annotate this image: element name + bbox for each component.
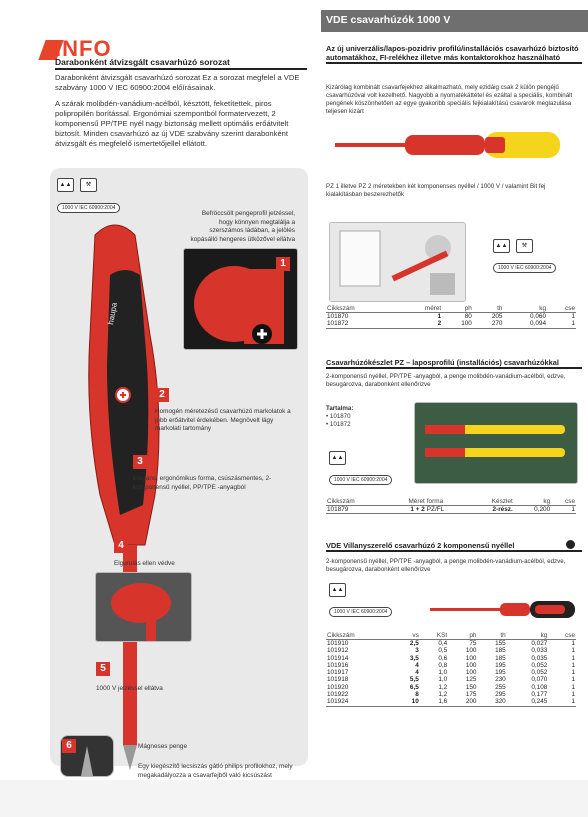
contents-item: • 101870 bbox=[326, 413, 351, 420]
section-2-product-photo bbox=[414, 402, 578, 484]
footer-bar bbox=[0, 780, 588, 817]
column-header: ph bbox=[442, 304, 473, 313]
table-cell: 10 bbox=[395, 698, 420, 706]
callout-6-text2: Egy kiegészítő lecsiszás gátló philips profilokhoz, mely megakadályozza a csavarfejből való kicsúszást bbox=[138, 763, 293, 779]
table-cell: 4 bbox=[415, 669, 419, 677]
table-cell: 75 bbox=[469, 640, 477, 647]
table-cell: 1,0 bbox=[438, 676, 448, 684]
vde-badge: 1000 V IEC 60900:2004 bbox=[329, 475, 392, 485]
column-header: Méret bbox=[388, 497, 426, 506]
vde-badge: 1000 V IEC 60900:2004 bbox=[493, 263, 556, 273]
column-header: KSt bbox=[420, 631, 448, 640]
column-header: cse bbox=[551, 497, 576, 506]
column-header: Cikkszám bbox=[326, 631, 395, 640]
table-cell: 101924 bbox=[326, 698, 395, 706]
table-cell: 101918 bbox=[327, 676, 349, 684]
table-cell: 175 bbox=[465, 691, 477, 699]
column-header: kg bbox=[507, 631, 549, 640]
table-cell: 0,108 bbox=[531, 683, 548, 691]
table-cell: 1 bbox=[571, 691, 575, 699]
double-triangle-icon: ▲▲ bbox=[329, 451, 346, 465]
table-cell: 101922 bbox=[327, 691, 349, 699]
table-cell: 1 bbox=[571, 669, 575, 677]
contents-label: Tartalma: bbox=[326, 405, 354, 412]
column-header: forma bbox=[426, 497, 466, 506]
table-cell: 101920 bbox=[327, 683, 349, 691]
table-cell: 0,094 bbox=[504, 320, 548, 328]
table-row bbox=[326, 655, 576, 662]
callout-6-badge: 6 bbox=[62, 739, 76, 753]
column-header: th bbox=[473, 304, 504, 313]
table-cell: 1,2 bbox=[438, 691, 448, 699]
table-cell: 1 bbox=[571, 654, 575, 662]
table-cell: 1 bbox=[571, 683, 575, 691]
double-triangle-icon: ▲▲ bbox=[329, 583, 346, 597]
table-cell: 0,033 bbox=[531, 647, 548, 655]
table-cell: 100 bbox=[465, 647, 477, 655]
handle-icon: ⚒ bbox=[516, 239, 533, 253]
table-cell: PZ/FL bbox=[426, 506, 466, 514]
table-cell: 101912 bbox=[327, 647, 349, 655]
table-cell: 0,070 bbox=[531, 676, 548, 684]
column-header: méret bbox=[398, 304, 442, 313]
callout-1-text: Befröccsölt pengeprofil jelzéssel, hogy könnyen megtalálja a szerszámos ládában, a jelölés kopásálló hengeres ütközővel ellátva bbox=[190, 210, 295, 243]
section-2-title: Csavarhúzókészlet PZ – laposprofilú (installációs) csavarhúzókkal bbox=[326, 358, 582, 369]
table-cell: 2 bbox=[398, 320, 442, 328]
table-cell: 101910 bbox=[327, 640, 349, 647]
section-2-contents bbox=[326, 405, 396, 429]
table-row bbox=[326, 640, 576, 648]
section-3-cert-icons bbox=[329, 583, 392, 618]
table-cell: 205 bbox=[491, 313, 503, 320]
section-1-screwdriver-image bbox=[330, 115, 575, 175]
table-cell: 1 bbox=[571, 661, 575, 669]
table-cell: 1,2 bbox=[438, 683, 448, 691]
table-row bbox=[326, 669, 576, 676]
column-header: Cikkszám bbox=[326, 497, 388, 506]
section-1-body: Kizárólag kombinált csavarfejekhez alkalmazható, mely ezidáig csak 2 külön pengéjű csavarhúzóval volt kezelhető. Nagyobb a nyomatékáttétel és ezáltal a speciális, kombinált pengének köszönhetően az egye gyakoribb speciális fejkialakítású csavarok meglazulása teljesen kizárt bbox=[326, 84, 573, 115]
info-logo: INFO bbox=[55, 36, 112, 61]
callout-2-text: Homogén méretezésű csavarhúzó markolatok a jobb erőátvitel érdekében. Megnövelt lágy markolati tartomány bbox=[155, 408, 291, 432]
table-cell: 1 bbox=[548, 698, 576, 706]
section-1-table bbox=[326, 304, 576, 329]
table-cell: 5,5 bbox=[409, 676, 419, 684]
page-title: VDE csavarhúzók 1000 V bbox=[326, 14, 451, 26]
table-cell: 0,8 bbox=[438, 661, 448, 669]
table-cell: 0,052 bbox=[531, 669, 548, 677]
callout-4-photo bbox=[95, 572, 192, 642]
table-cell: 195 bbox=[495, 661, 506, 669]
callout-1-badge: 1 bbox=[276, 257, 290, 271]
table-cell: 100 bbox=[465, 661, 477, 669]
handle-brand: haupa bbox=[106, 301, 119, 326]
table-cell: 0,052 bbox=[531, 661, 548, 669]
handle-icon: ⚒ bbox=[80, 178, 97, 192]
table-row bbox=[326, 662, 576, 669]
table-cell: 101879 bbox=[326, 506, 388, 514]
column-header: th bbox=[477, 631, 506, 640]
column-header: cse bbox=[547, 304, 576, 313]
table-cell: 0,060 bbox=[530, 313, 547, 320]
contents-item: • 101872 bbox=[326, 421, 351, 428]
column-header: ph bbox=[448, 631, 477, 640]
table-row bbox=[326, 676, 576, 683]
table-cell: 101872 bbox=[326, 320, 398, 328]
info-body bbox=[55, 73, 305, 155]
callout-5-badge: 5 bbox=[96, 662, 110, 676]
section-3-table bbox=[326, 631, 576, 707]
column-header: kg bbox=[514, 497, 551, 506]
table-cell: 6,5 bbox=[409, 683, 419, 691]
table-cell: 0,177 bbox=[531, 691, 548, 699]
table-header-row bbox=[326, 304, 576, 313]
table-cell: 1 + 2 bbox=[388, 506, 426, 514]
callout-2-badge: 2 bbox=[155, 388, 169, 402]
table-cell: 0,200 bbox=[514, 506, 551, 514]
table-row bbox=[326, 506, 576, 514]
vde-badge: 1000 V IEC 60900:2004 bbox=[329, 607, 392, 617]
table-cell: 0,5 bbox=[438, 647, 448, 655]
callout-6-text: Mágneses penge bbox=[138, 743, 188, 750]
table-cell: 155 bbox=[495, 640, 506, 647]
info-title: Darabonként átvizsgált csavarhúzó sorozat bbox=[55, 57, 307, 70]
table-cell: 320 bbox=[477, 698, 506, 706]
vde-badge: 1000 V IEC 60900:2004 bbox=[57, 203, 120, 213]
section-2-cert-icons bbox=[329, 451, 392, 486]
table-row bbox=[326, 320, 576, 328]
callout-3-badge: 3 bbox=[133, 455, 147, 469]
table-row bbox=[326, 691, 576, 698]
table-cell: 101917 bbox=[327, 669, 349, 677]
column-header: Cikkszám bbox=[326, 304, 398, 313]
table-cell: 185 bbox=[495, 654, 506, 662]
table-cell: 100 bbox=[465, 654, 477, 662]
table-cell: 4 bbox=[415, 661, 419, 669]
table-cell: 0,4 bbox=[438, 640, 448, 647]
table-cell: 125 bbox=[465, 676, 477, 684]
table-cell: 0,027 bbox=[531, 640, 548, 647]
double-triangle-icon: ▲▲ bbox=[493, 239, 510, 253]
table-cell: 80 bbox=[464, 313, 472, 320]
table-cell: 1 bbox=[437, 313, 442, 320]
table-cell: 3 bbox=[415, 647, 419, 655]
table-row bbox=[326, 684, 576, 691]
table-cell: 1 bbox=[571, 313, 575, 320]
table-cell: 195 bbox=[495, 669, 506, 677]
table-cell: 0,245 bbox=[507, 698, 549, 706]
table-cell: 200 bbox=[448, 698, 477, 706]
info-paragraph: Darabonként átvizsgált csavarhúzó sorozat Ez a sorozat megfelel a VDE szabvány 1000 V IEC 60900:2004 előírásainak. bbox=[55, 73, 300, 92]
section-1-cert-icons bbox=[493, 239, 556, 274]
table-cell: 100 bbox=[442, 320, 473, 328]
section-3-screwdriver-image bbox=[430, 598, 578, 622]
table-cell: 2,5 bbox=[409, 640, 419, 647]
section-3-title: VDE Villanyszerelő csavarhúzó 2 komponensű nyéllel bbox=[326, 541, 582, 552]
table-cell: 1 bbox=[571, 647, 575, 655]
callout-4-text: Elgurulás ellen védve bbox=[114, 560, 175, 567]
column-header: vs bbox=[395, 631, 420, 640]
table-cell: 255 bbox=[495, 683, 506, 691]
section-1-title: Az új univerzális/lapos-pozidriv profilú/installációs csavarhúzó biztosító automatákhoz, FI-relékhez illetve más kontaktorokhoz használható bbox=[326, 44, 582, 64]
callout-4-badge: 4 bbox=[114, 539, 128, 553]
table-cell: 1 bbox=[551, 506, 576, 514]
table-row bbox=[326, 698, 576, 706]
section-3-body: 2-komponensű nyéllel, PP/TPE -anyagból, a penge molibdén-vanádium-acélból, edzve, besugározva, darabonként ellenőrizve bbox=[326, 558, 566, 573]
section-2-body: 2-komponensű nyéllel, PP/TPE -anyagból, a penge molibdén-vanádium-acélból, edzve, besugározva, darabonként ellenőrizve bbox=[326, 373, 566, 388]
table-cell: 3,5 bbox=[409, 654, 419, 662]
table-cell: 0,6 bbox=[438, 654, 448, 662]
table-cell: 1 bbox=[571, 640, 575, 647]
table-cell: 101870 bbox=[327, 313, 349, 320]
callout-3-text: Elegáns, ergonómikus forma, csúszásmentes, 2- komponensű nyéllel, PP/TPE -anyagból bbox=[133, 475, 272, 491]
table-cell: 295 bbox=[495, 691, 506, 699]
table-row bbox=[326, 313, 576, 321]
table-cell: 1 bbox=[547, 320, 576, 328]
section-1-product-photo bbox=[329, 222, 466, 302]
table-cell: 0,035 bbox=[531, 654, 548, 662]
table-header-row bbox=[326, 497, 576, 506]
table-cell: 230 bbox=[495, 676, 506, 684]
section-2-table bbox=[326, 497, 576, 514]
table-cell: 101914 bbox=[327, 654, 349, 662]
column-header: Készlet bbox=[466, 497, 514, 506]
table-cell: 100 bbox=[465, 669, 477, 677]
table-cell: 101916 bbox=[327, 661, 349, 669]
table-header-row bbox=[326, 631, 576, 640]
callout-5-text: 1000 V jelzéssel ellátva bbox=[96, 685, 163, 692]
column-header: cse bbox=[548, 631, 576, 640]
double-triangle-icon: ▲▲ bbox=[57, 178, 74, 192]
table-cell: 2-rész. bbox=[466, 506, 514, 514]
table-cell: 8 bbox=[415, 691, 419, 699]
table-cell: 1 bbox=[571, 676, 575, 684]
flat-blade-icon bbox=[566, 540, 575, 549]
table-cell: 1,0 bbox=[438, 669, 448, 677]
table-cell: 150 bbox=[465, 683, 477, 691]
table-cell: 270 bbox=[473, 320, 504, 328]
section-1-body-2: PZ 1 illetve PZ 2 méretekben két komponenses nyéllel / 1000 V / valamint Bit fej kialakításban beszerezhetők bbox=[326, 183, 546, 198]
table-cell: 1,6 bbox=[420, 698, 448, 706]
column-header: kg bbox=[504, 304, 548, 313]
table-cell: 185 bbox=[495, 647, 506, 655]
info-paragraph: A szárak molibdén-vanádium-acélból, késztött, feketítettek, piros polipropilén borítással. Ergonómiai szempontból formatervezett, 2 komponensű PP/TPE nyél nagy biztonság mellett optimális erőátvitelt biztosít. Minden csavarhúzó az új VDE szabvány szerint darabonként átvizsgált és megfelelő ismertetőjellel ellátott. bbox=[55, 99, 289, 148]
table-row bbox=[326, 647, 576, 654]
certification-icons bbox=[57, 178, 120, 214]
